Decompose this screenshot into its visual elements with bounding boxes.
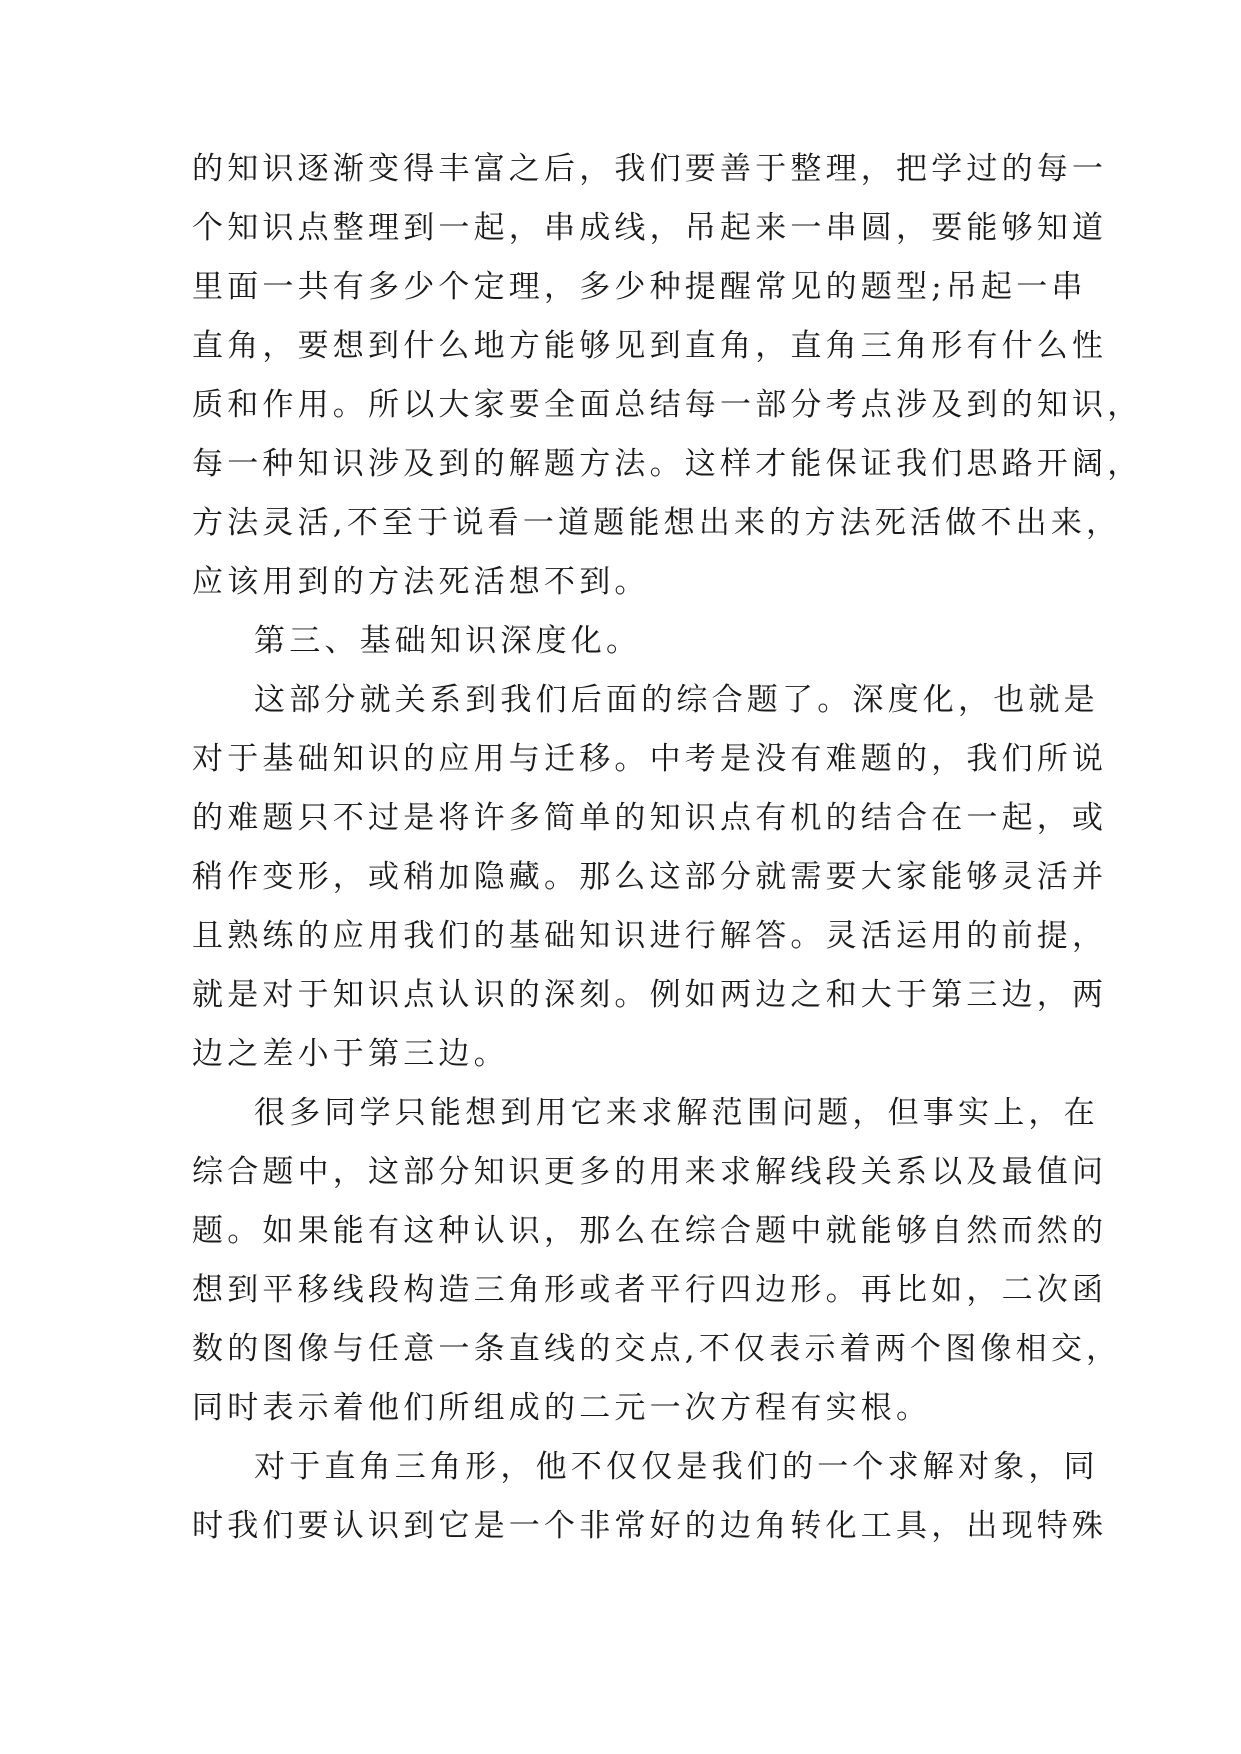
text-line: 对于基础知识的应用与迁移。中考是没有难题的，我们所说 [192,741,1108,777]
text-line: 综合题中，这部分知识更多的用来求解线段关系以及最值问 [192,1154,1108,1190]
text-line: 质和作用。所以大家要全面总结每一部分考点涉及到的知识， [192,387,1143,423]
text-line: 个知识点整理到一起，串成线，吊起来一串圆，要能够知道 [192,210,1108,246]
text-line: 里面一共有多少个定理，多少种提醒常见的题型;吊起一串 [192,269,1087,305]
text-line: 时我们要认识到它是一个非常好的边角转化工具，出现特殊 [192,1508,1108,1544]
text-line: 这部分就关系到我们后面的综合题了。深度化，也就是 [254,682,1099,718]
text-line: 想到平移线段构造三角形或者平行四边形。再比如，二次函 [192,1272,1108,1308]
text-line: 很多同学只能想到用它来求解范围问题，但事实上，在 [254,1095,1099,1131]
text-line: 方法灵活,不至于说看一道题能想出来的方法死活做不出来， [192,505,1122,541]
text-line: 边之差小于第三边。 [192,1036,509,1072]
text-line: 同时表示着他们所组成的二元一次方程有实根。 [192,1390,932,1426]
text-line: 题。如果能有这种认识，那么在综合题中就能够自然而然的 [192,1213,1108,1249]
text-line: 的难题只不过是将许多简单的知识点有机的结合在一起，或 [192,800,1108,836]
section-heading: 第三、基础知识深度化。 [254,623,642,659]
text-line: 就是对于知识点认识的深刻。例如两边之和大于第三边，两 [192,977,1108,1013]
text-line: 应该用到的方法死活想不到。 [192,564,650,600]
text-line: 对于直角三角形，他不仅仅是我们的一个求解对象，同 [254,1449,1099,1485]
text-line: 且熟练的应用我们的基础知识进行解答。灵活运用的前提， [192,918,1108,954]
text-line: 数的图像与任意一条直线的交点,不仅表示着两个图像相交， [192,1331,1122,1367]
text-line: 每一种知识涉及到的解题方法。这样才能保证我们思路开阔， [192,446,1143,482]
text-line: 直角，要想到什么地方能够见到直角，直角三角形有什么性 [192,328,1108,364]
text-line: 稍作变形，或稍加隐藏。那么这部分就需要大家能够灵活并 [192,859,1108,895]
text-line: 的知识逐渐变得丰富之后，我们要善于整理，把学过的每一 [192,151,1108,187]
